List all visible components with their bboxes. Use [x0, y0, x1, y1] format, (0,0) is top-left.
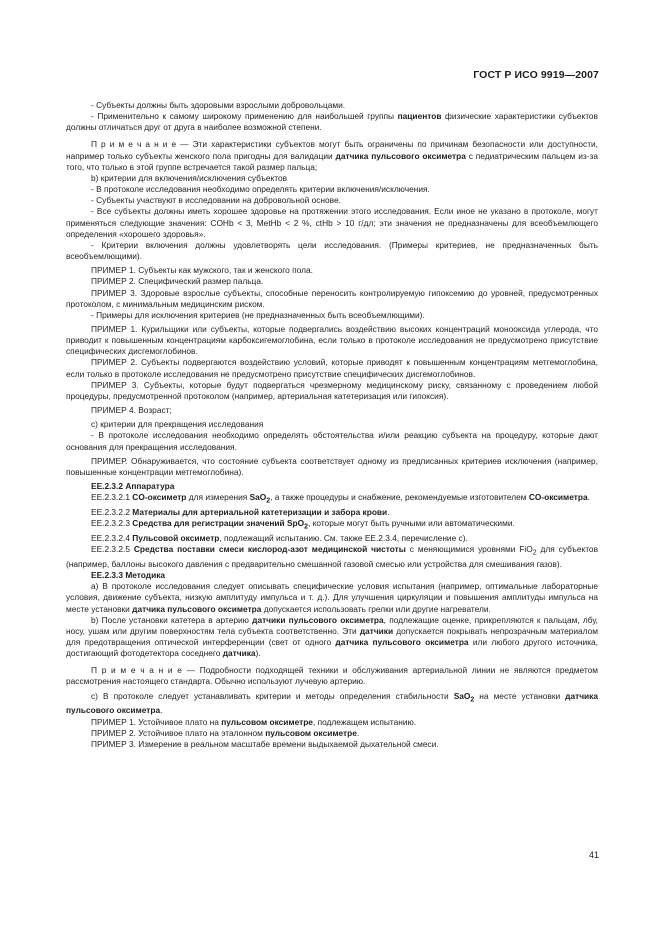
section-heading: EE.2.3.3 Методика	[91, 570, 166, 581]
paragraph: - Субъекты должны быть здоровыми взрослыми добровольцами.	[91, 100, 346, 110]
document-header: ГОСТ Р ИСО 9919—2007	[473, 69, 599, 81]
example-paragraph: ПРИМЕР 1. Субъекты как мужского, так и женского пола.	[91, 265, 313, 276]
document-body	[66, 100, 598, 750]
clause-paragraph: EE.2.3.2.1 CO-оксиметр для измерения SaO$_2$, а также процедуры и снабжение, рекомендуемые изготовителем CO-оксиметра.	[91, 492, 590, 505]
example-paragraph: ПРИМЕР 3. Измерение в реальном масштабе времени выдыхаемой дыхательной смеси.	[91, 738, 439, 749]
paragraph: - Все субъекты должны иметь хорошее здоровье на протяжении этого исследования. Если иное не указано в протоколе, могут применяться следующие значения: COHb < 3, MetHb < 2 %, ctHb > 10 г/дл; эти значения не предназначены для всеобъемлющего определения «хорошего здоровья».	[66, 206, 598, 239]
example-paragraph: ПРИМЕР 2. Специфический размер пальца.	[91, 276, 264, 287]
example-paragraph: ПРИМЕР. Обнаруживается, что состояние субъекта соответствует одному из предписанных критериев исключения (например, повышенные концентрации метгемоглобина).	[66, 455, 598, 477]
section-heading: EE.2.3.2 Аппаратура	[91, 481, 175, 491]
example-paragraph: ПРИМЕР 3. Субъекты, которые будут подвергаться чрезмерному медицинскому риску, связанному с проведением любой процедуры, предусмотренной протоколом (например, артериальная катетеризация или гипоксия).	[66, 379, 598, 401]
note-paragraph: П р и м е ч а н и е — Эти характеристики субъектов могут быть ограничены по причинам безопасности или доступности, например только субъекты женского пола пригодны для валидации датчика пульсового оксиметра с педиатрическим пальцем из-за того, что только в этой группе встречается такой размер пальца;	[66, 139, 598, 172]
example-paragraph: ПРИМЕР 1. Устойчивое плато на пульсовом оксиметре, подлежащем испытанию.	[91, 716, 417, 727]
paragraph: - В протоколе исследования необходимо определять обстоятельства и/или реакцию субъекта на процедуру, которые дают основания для прекращения исследования.	[66, 430, 598, 452]
example-paragraph: ПРИМЕР 1. Курильщики или субъекты, которые подвергались воздействию высоких концентраций монооксида углерода, что приводит к повышенным концентрациям карбоксигемоглобина, если только в протоколе исследования не предусмотрено присутствие специфических дисгемоглобинов.	[66, 323, 598, 357]
paragraph: - Субъекты участвуют в исследовании на добровольной основе.	[91, 195, 341, 206]
clause-paragraph: EE.2.3.2.2 Материалы для артериальной катетеризации и забора крови.	[91, 506, 390, 517]
paragraph: - Критерии включения должны удовлетворять цели исследования. (Примеры критериев, не предназначенных быть всеобъемлющими).	[66, 239, 598, 262]
paragraph: c) критерии для прекращения исследования	[91, 419, 264, 430]
example-paragraph: ПРИМЕР 2. Субъекты подвергаются воздействию условий, которые приводят к повышенным концентрациям метгемоглобина, если только в протоколе исследования не предусмотрено присутствие специфических дисгемоглобинов.	[66, 357, 598, 379]
paragraph: b) После установки катетера в артерию датчики пульсового оксиметра, подлежащие оценке, прикрепляются к пальцам, лбу, носу, ушам или другим поверхностям тела субъекта соответственно. Эти датчики допускается покрывать непрозрачным материалом для предотвращения оптической интерференции (свет от одного датчика пульсового оксиметра или любого другого источника, достигающий фотодетектора соседнего датчика).	[66, 614, 598, 659]
paragraph: a) В протоколе исследования следует описывать специфические условия испытания (например, оптимальные лабораторные условия, движение субъекта, низкую амплитуду импульса и т. д.). Для улучшения циркуляции и повышения амплитуды импульса на месте установки датчика пульсового оксиметра допускается использовать грелки или другие нагреватели.	[66, 581, 598, 614]
clause-paragraph: EE.2.3.2.3 Средства для регистрации значений SpO$_2$, которые могут быть ручными или автоматическими.	[91, 518, 515, 531]
clause-paragraph: EE.2.3.2.5 Средства поставки смеси кислород-азот медицинской чистоты с меняющимися уровнями FiO$_2$ для субъектов (например, баллоны высокого давления с предварительно смешанной газовой смесью или устройства для смешивания газов).	[66, 544, 598, 569]
example-paragraph: ПРИМЕР 3. Здоровые взрослые субъекты, способные переносить контролируемую гипоксемию до уровней, предусмотренных протоколом, с минимальным медицинским риском.	[66, 287, 598, 309]
paragraph: - Применительно к самому широкому применению для наибольшей группы пациентов физические характеристики субъектов должны отличаться друг от друга в наиболее возможной степени.	[66, 111, 598, 133]
clause-paragraph: EE.2.3.2.4 Пульсовой оксиметр, подлежащий испытанию. См. также EE.2.3.4, перечисление с).	[91, 532, 468, 543]
paragraph: - В протоколе исследования необходимо определять критерии включения/исключения.	[91, 184, 430, 195]
example-paragraph: ПРИМЕР 2. Устойчивое плато на эталонном пульсовом оксиметре.	[91, 727, 360, 738]
example-paragraph: ПРИМЕР 4. Возраст;	[91, 405, 172, 416]
note-paragraph: П р и м е ч а н и е — Подробности подходящей техники и обслуживания артериальной линии не являются предметом рассмотрения настоящего стандарта. Обычно используют лучевую артерию.	[66, 665, 598, 687]
paragraph: - Примеры для исключения критериев (не предназначенных быть всеобъемлющими).	[91, 309, 425, 320]
paragraph: c) В протоколе следует устанавливать критерии и методы определения стабильности SaO$_2$ на месте установки датчика пульсового оксиметра.	[66, 690, 598, 716]
paragraph: b) критерии для включения/исключения субъектов	[91, 172, 288, 183]
page-number: 41	[588, 850, 599, 860]
